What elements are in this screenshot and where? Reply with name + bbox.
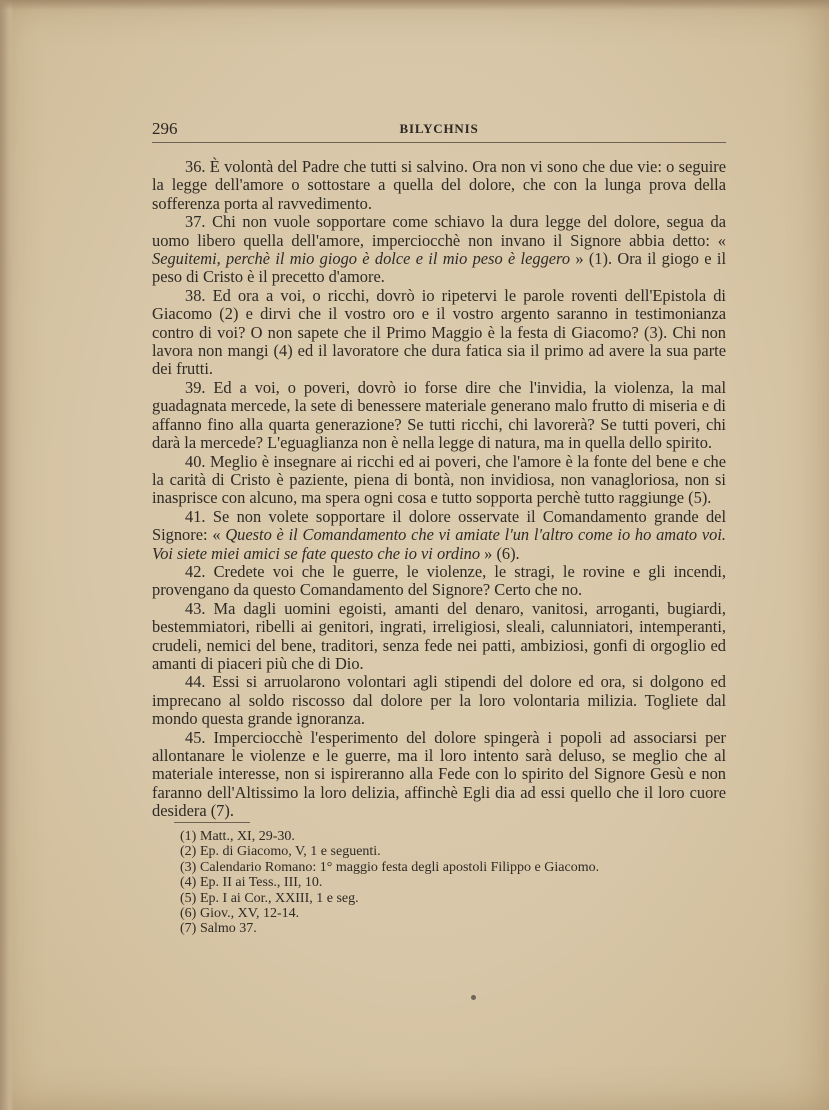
footnote [180, 844, 720, 859]
paragraph-text: 39. Ed a voi, o poveri, dovrò io forse dire che l'invidia, la violenza, la mal guadagnata mercede, la sete di benessere materiale generano malo frutto di miseria e di affanno fino alla quarta generazione? Se tutti ricchi, chi lavorerà? Se tutti poveri, chi darà la mercede? L'eguaglianza non è nella legge di natura, ma in quella dello spirito. [152, 377, 726, 453]
footnote-text: Giov., XV, 12-14. [200, 906, 300, 922]
paragraph [152, 158, 726, 213]
paragraph-text: 41. Se non volete sopportare il dolore osservate il Comandamento grande del Signore: « [152, 506, 726, 545]
footnote-mark: (4) [180, 875, 197, 891]
paragraph-text: 42. Credete voi che le guerre, le violenze, le stragi, le rovine e gli incendi, provengano da questo Comandamento del Signore? Certo che no. [152, 561, 726, 600]
paragraph [152, 508, 726, 563]
footnote [180, 829, 720, 844]
footnote [180, 891, 720, 906]
footnote-mark: (2) [180, 844, 197, 860]
paragraph-text: 43. Ma dagli uomini egoisti, amanti del denaro, vanitosi, arroganti, bugiardi, bestemmiatori, ribelli ai genitori, ingrati, irreligiosi, sleali, calunniatori, intemperanti, crudeli, nemici del bene, traditori, senza fede nei patti, ambiziosi, gonfi di orgoglio ed amanti di piaceri più che di Dio. [152, 598, 726, 673]
footnotes [180, 829, 720, 937]
footnote-text: Salmo 37. [200, 921, 257, 937]
paragraph-text: 38. Ed ora a voi, o ricchi, dovrò io ripetervi le parole roventi dell'Epistola di Giacomo (2) e dirvi che il vostro oro e il vostro argento saranno in testimonianza contro di voi? O non sapete che il Primo Maggio è la festa di Giacomo? (3). Chi non lavora non mangi (4) ed il lavoratore che dura fatica sia il primo ad avere la sua parte dei frutti. [152, 285, 726, 379]
paragraph-text: 40. Meglio è insegnare ai ricchi ed ai poveri, che l'amore è la fonte del bene e che la carità di Cristo è paziente, piena di bontà, non invidiosa, non vanagloriosa, non si inasprisce con alcuno, ma spera ogni cosa e tutto sopporta perchè tutto raggiunge (5). [152, 451, 726, 508]
footnote-text: Ep. di Giacomo, V, 1 e seguenti. [200, 844, 381, 860]
footnote [180, 906, 720, 921]
paragraph-text: » (1). Ora il giogo e il peso di Cristo è il precetto d'amore. [152, 249, 727, 287]
running-title: BILYCHNIS [399, 121, 479, 136]
paragraph-text: » (6). [480, 543, 520, 563]
footnote-mark: (6) [180, 906, 197, 922]
paragraph [152, 213, 726, 287]
paragraph [152, 673, 726, 728]
footnote-text: Matt., XI, 29-30. [200, 829, 295, 844]
footnote-text: Ep. II ai Tess., III, 10. [200, 875, 323, 891]
footnote-text: Calendario Romano: 1° maggio festa degli apostoli Filippo e Giacomo. [200, 859, 600, 875]
paragraph-text: 45. Imperciocchè l'esperimento del dolore spingerà i popoli ad associarsi per allontanare le violenze e le guerre, ma il loro intento sarà deluso, se meglio che al materiale interesse, non si ispireranno alla Fede con lo spirito del Signore Gesù e non faranno dell'Altissimo la loro delizia, affinchè Egli dia ad essi quello che il loro cuore desidera (7). [152, 727, 726, 821]
footnote-mark: (7) [180, 921, 197, 937]
footnote [180, 875, 720, 890]
paragraph [152, 287, 726, 379]
paragraph [152, 729, 726, 821]
paragraph [152, 379, 726, 453]
page-number: 296 [152, 119, 178, 138]
body-text [152, 158, 726, 821]
footnote [180, 860, 720, 875]
italic-quote: Questo è il Comandamento che vi amiate l'un l'altro come io ho amato voi. Voi siete miei amici se fate questo che io vi ordino [152, 525, 727, 563]
footnote-mark: (3) [180, 859, 197, 875]
footnote-text: Ep. I ai Cor., XXIII, 1 e seg. [200, 890, 359, 906]
footnote-divider [174, 822, 250, 823]
running-header [152, 116, 726, 143]
page-left-edge [0, 0, 14, 1110]
footnote-mark: (5) [180, 890, 197, 906]
paragraph-text: 37. Chi non vuole sopportare come schiavo la dura legge del dolore, segua da uomo libero quella dell'amore, imperciocchè non invano il Signore abbia detto: « [152, 212, 726, 250]
paragraph-text: 36. È volontà del Padre che tutti si salvino. Ora non vi sono che due vie: o seguire la legge dell'amore o sottostare a quella del dolore, che con la lunga prova della sofferenza porta al ravvedimento. [152, 157, 726, 213]
page-top-edge [0, 0, 829, 10]
paragraph [152, 600, 726, 674]
footnote [180, 921, 720, 936]
ink-speck [471, 995, 476, 1000]
paragraph [152, 453, 726, 508]
italic-quote: Seguitemi, perchè il mio giogo è dolce e il mio peso è leggero [152, 249, 571, 269]
paragraph-text: 44. Essi si arruolarono volontari agli stipendi del dolore ed ora, si dolgono ed imprecano al soldo riscosso dal dolore per la loro volontaria milizia. Togliete dal mondo questa grande ignoranza. [152, 672, 726, 729]
paragraph [152, 563, 726, 600]
footnote-mark: (1) [180, 829, 197, 844]
